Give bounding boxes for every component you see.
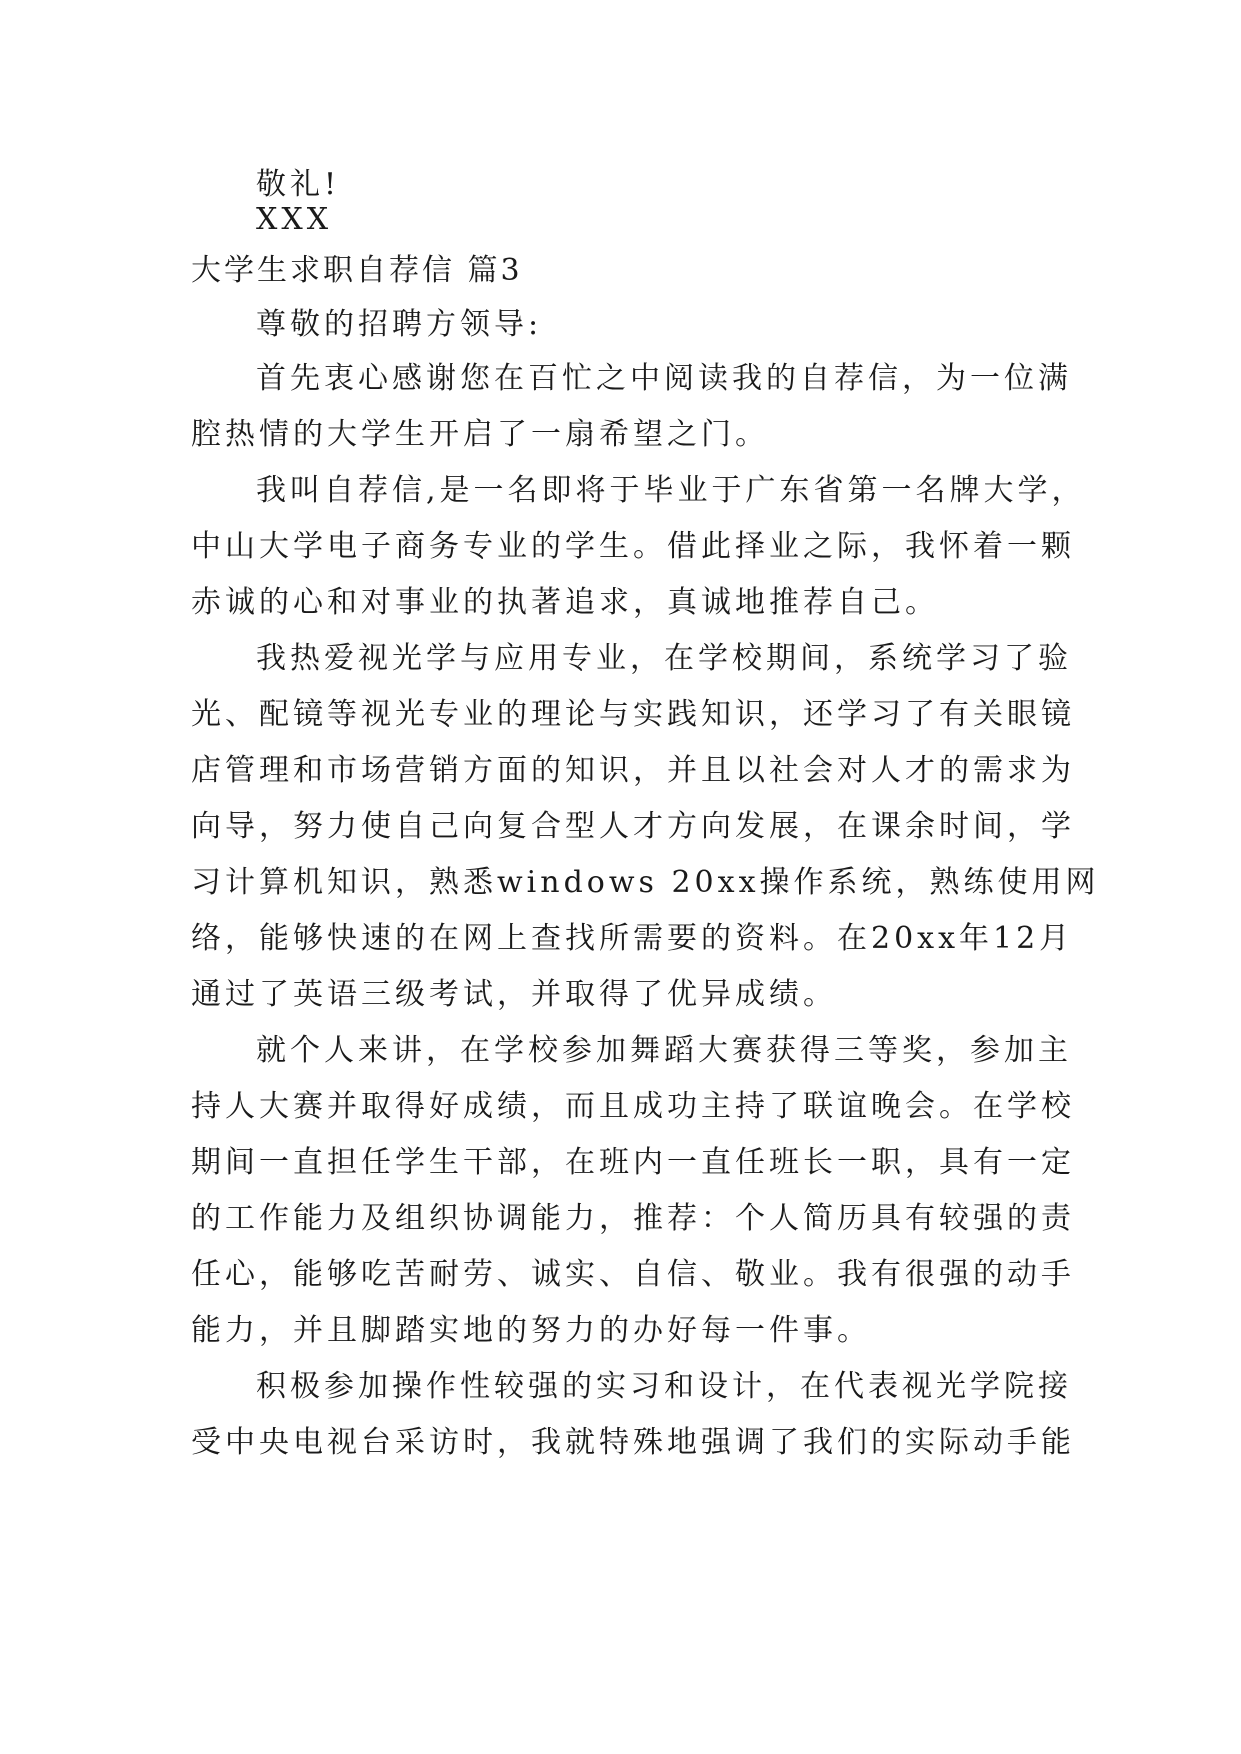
body-line: 持人大赛并取得好成绩，而且成功主持了联谊晚会。在学校 <box>191 1089 1075 1124</box>
section-heading: 大学生求职自荐信 篇3 <box>191 253 523 288</box>
body-line: 就个人来讲，在学校参加舞蹈大赛获得三等奖，参加主 <box>256 1033 1072 1068</box>
body-line: 积极参加操作性较强的实习和设计，在代表视光学院接 <box>256 1369 1072 1404</box>
salutation-line: 尊敬的招聘方领导: <box>256 307 543 342</box>
body-line: 腔热情的大学生开启了一扇希望之门。 <box>191 417 769 452</box>
body-line: 的工作能力及组织协调能力，推荐：个人简历具有较强的责 <box>191 1201 1075 1236</box>
body-line: 通过了英语三级考试，并取得了优异成绩。 <box>191 977 837 1012</box>
body-line: 店管理和市场营销方面的知识，并且以社会对人才的需求为 <box>191 753 1075 788</box>
body-line: 受中央电视台采访时，我就特殊地强调了我们的实际动手能 <box>191 1425 1075 1460</box>
signature-line: XXX <box>256 202 333 237</box>
body-line: 赤诚的心和对事业的执著追求，真诚地推荐自己。 <box>191 585 939 620</box>
body-line: 任心，能够吃苦耐劳、诚实、自信、敬业。我有很强的动手 <box>191 1257 1075 1292</box>
body-line: 首先衷心感谢您在百忙之中阅读我的自荐信，为一位满 <box>256 361 1072 396</box>
body-line: 中山大学电子商务专业的学生。借此择业之际，我怀着一颗 <box>191 529 1075 564</box>
closing-line: 敬礼! <box>256 167 341 202</box>
body-line: 我叫自荐信,是一名即将于毕业于广东省第一名牌大学， <box>256 473 1086 508</box>
body-line: 能力，并且脚踏实地的努力的办好每一件事。 <box>191 1313 871 1348</box>
body-line: 络，能够快速的在网上查找所需要的资料。在20xx年12月 <box>191 921 1074 956</box>
body-line: 期间一直担任学生干部，在班内一直任班长一职，具有一定 <box>191 1145 1075 1180</box>
body-line: 光、配镜等视光专业的理论与实践知识，还学习了有关眼镜 <box>191 697 1075 732</box>
body-line: 向导，努力使自己向复合型人才方向发展，在课余时间，学 <box>191 809 1075 844</box>
body-line: 我热爱视光学与应用专业，在学校期间，系统学习了验 <box>256 641 1072 676</box>
body-line: 习计算机知识，熟悉windows 20xx操作系统，熟练使用网 <box>191 865 1100 900</box>
